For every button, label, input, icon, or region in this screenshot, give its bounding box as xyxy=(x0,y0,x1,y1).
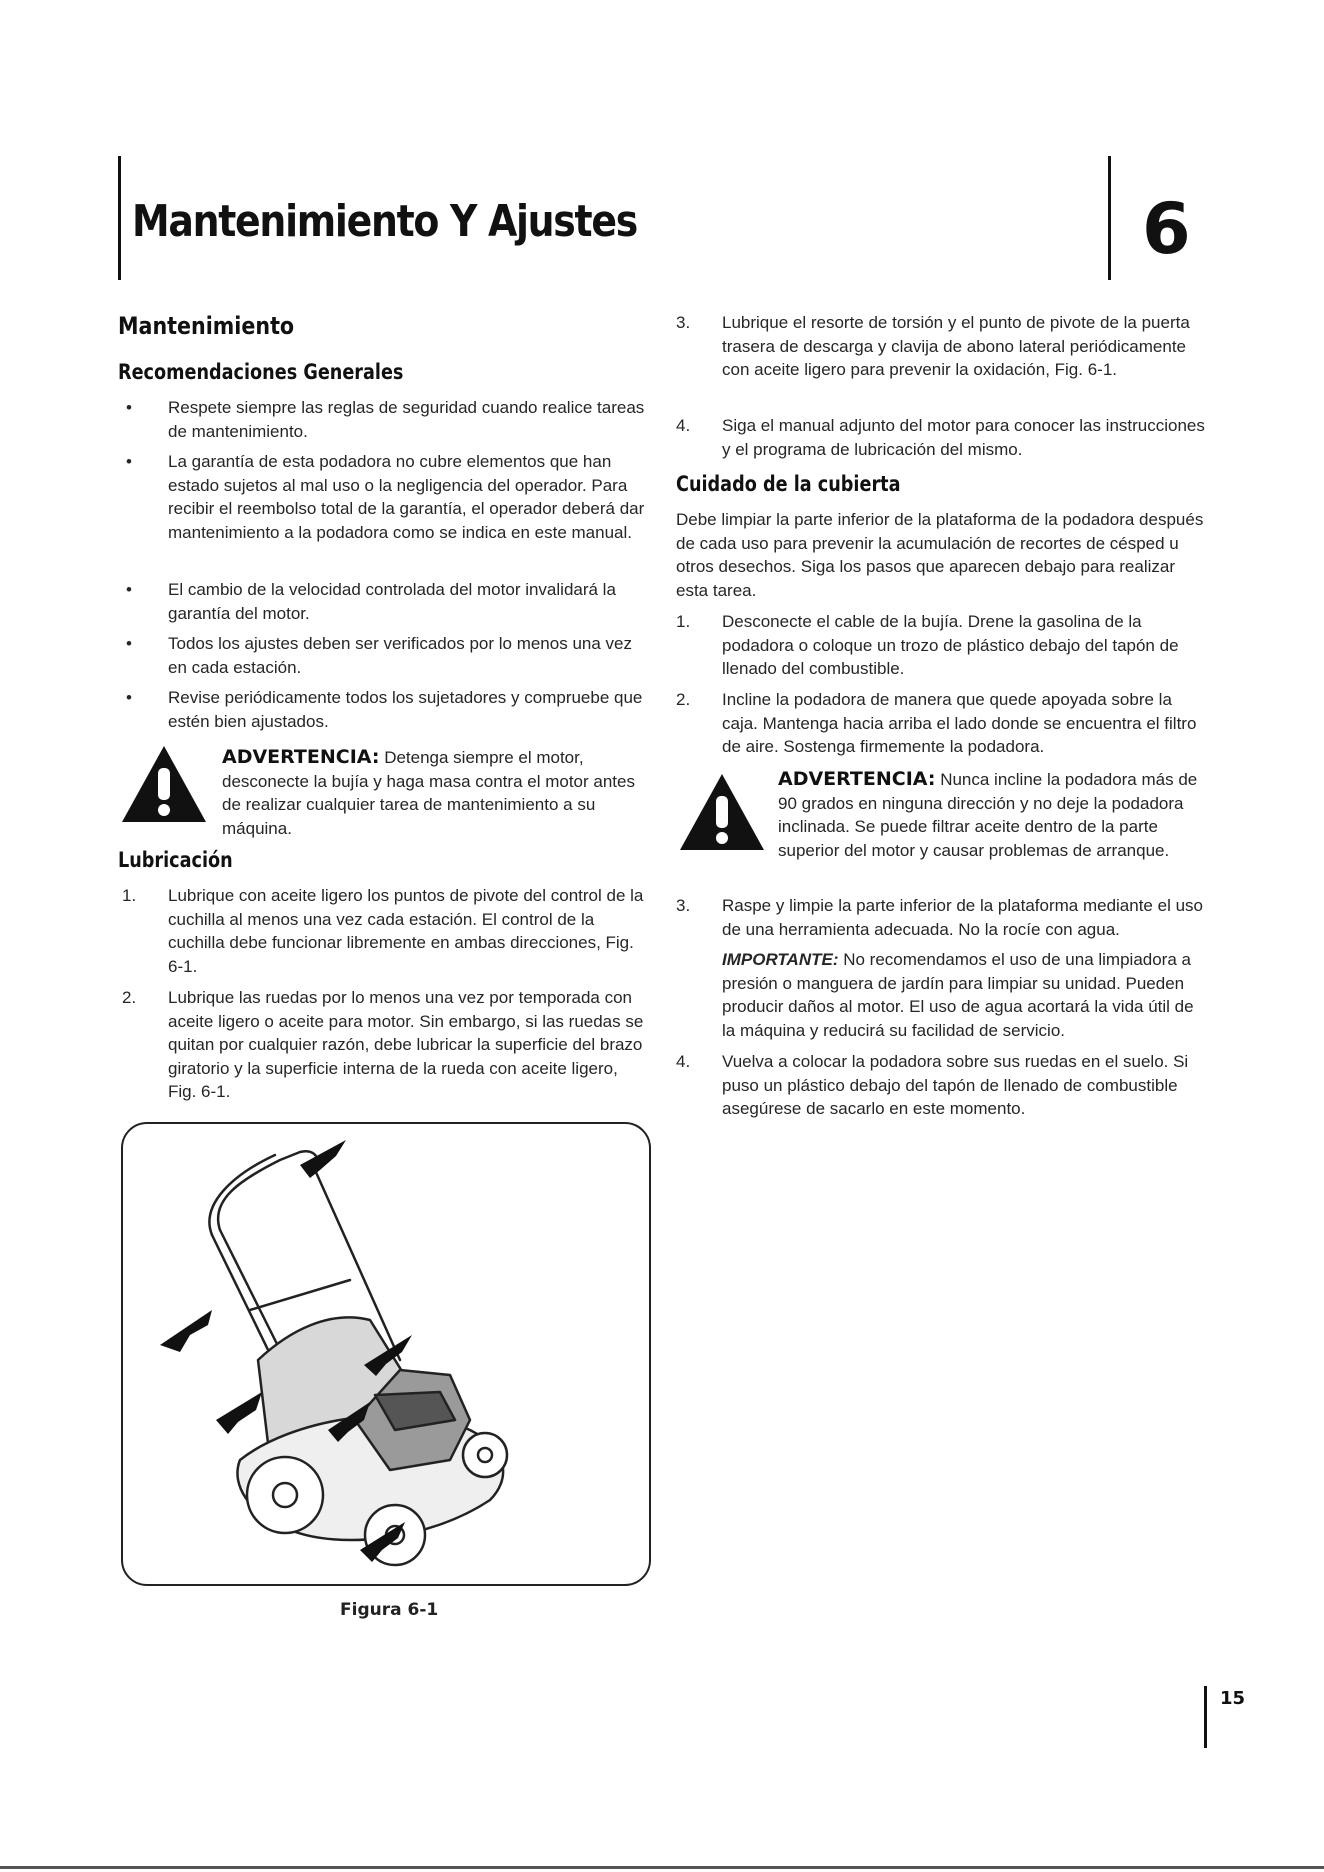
page-title: Mantenimiento Y Ajustes xyxy=(132,196,637,247)
deck-care-heading: Cuidado de la cubierta xyxy=(676,472,901,496)
list-item: 1. Lubrique con aceite ligero los puntos de pivote del control de la cuchilla al menos una vez cada estación. El control de la cuchilla debe funcionar libremente en ambas direcciones, Fig. 6-1. xyxy=(122,886,644,976)
warning-icon xyxy=(118,742,210,826)
list-item: • Todos los ajustes deben ser verificados por lo menos una vez en cada estación. xyxy=(126,634,632,677)
list-item: • La garantía de esta podadora no cubre elementos que han estado sujetos al mal uso o la negligencia del operador. Para recibir el reembolso total de la garantía, el operador deberá dar mantenimiento a la podadora como se indica en este manual. xyxy=(126,452,645,542)
list-item: • Respete siempre las reglas de seguridad cuando realice tareas de mantenimiento. xyxy=(126,398,645,441)
list-item: • El cambio de la velocidad controlada del motor invalidará la garantía del motor. xyxy=(126,580,616,623)
lawn-mower-illustration xyxy=(150,1130,620,1575)
section-title: Mantenimiento xyxy=(118,312,295,340)
warning-icon xyxy=(676,770,768,854)
list-item: 4. Vuelva a colocar la podadora sobre sus ruedas en el suelo. Si puso un plástico debajo del tapón de llenado de combustible asegúrese de sacarlo en este momento. xyxy=(676,1052,1189,1118)
important-note: IMPORTANTE: No recomendamos el uso de una limpiadora a presión o manguera de jardín para limpiar su unidad. Pueden producir daños al motor. El uso de agua acortará la vida útil de la máquina y reducirá su facilidad de servicio. xyxy=(722,950,1194,1040)
page-number-rule xyxy=(1204,1686,1207,1748)
list-item: 2. Incline la podadora de manera que quede apoyada sobre la caja. Mantenga hacia arriba el lado donde se encuentra el filtro de aire. Sostenga firmemente la podadora. xyxy=(676,690,1197,756)
chapter-number: 6 xyxy=(1142,188,1191,270)
lubrication-heading: Lubricación xyxy=(118,848,233,872)
title-rule xyxy=(118,156,121,280)
deck-care-intro: Debe limpiar la parte inferior de la plataforma de la podadora después de cada uso para prevenir la acumulación de recortes de césped u otros desechos. Siga los pasos que aparecen debajo para realizar esta tarea. xyxy=(676,510,1204,600)
important-label: IMPORTANTE: xyxy=(722,950,839,969)
page-bottom-edge xyxy=(0,1866,1324,1869)
page-number: 15 xyxy=(1220,1688,1246,1709)
list-item: • Revise periódicamente todos los sujetadores y compruebe que estén bien ajustados. xyxy=(126,688,643,731)
chapter-rule xyxy=(1108,156,1111,280)
warning-label: ADVERTENCIA: xyxy=(778,768,936,790)
list-item: 2. Lubrique las ruedas por lo menos una vez por temporada con aceite ligero o aceite para motor. Sin embargo, si las ruedas se quitan por cualquier razón, debe lubricar la superficie del brazo giratorio y la superficie interna de la rueda con aceite ligero, Fig. 6-1. xyxy=(122,988,644,1101)
general-heading: Recomendaciones Generales xyxy=(118,360,404,384)
figure-caption: Figura 6-1 xyxy=(340,1600,439,1620)
list-item: 1. Desconecte el cable de la bujía. Drene la gasolina de la podadora o coloque un trozo de plástico debajo del tapón de llenado del combustible. xyxy=(676,612,1179,678)
warning-text: ADVERTENCIA: Nunca incline la podadora más de 90 grados en ninguna dirección y no deje la podadora inclinada. Se puede filtrar aceite dentro de la parte superior del motor y causar problemas de arranque. xyxy=(778,768,1198,860)
list-item: 3. Raspe y limpie la parte inferior de la plataforma mediante el uso de una herramienta adecuada. No la rocíe con agua. xyxy=(676,896,1203,939)
list-item: 3. Lubrique el resorte de torsión y el punto de pivote de la puerta trasera de descarga y clavija de abono lateral periódicamente con aceite ligero para prevenir la oxidación, Fig. 6-1. xyxy=(676,313,1190,379)
warning-text: ADVERTENCIA: Detenga siempre el motor, desconecte la bujía y haga masa contra el motor antes de realizar cualquier tarea de mantenimiento a su máquina. xyxy=(222,746,635,838)
warning-label: ADVERTENCIA: xyxy=(222,746,380,768)
list-item: 4. Siga el manual adjunto del motor para conocer las instrucciones y el programa de lubricación del mismo. xyxy=(676,416,1205,459)
